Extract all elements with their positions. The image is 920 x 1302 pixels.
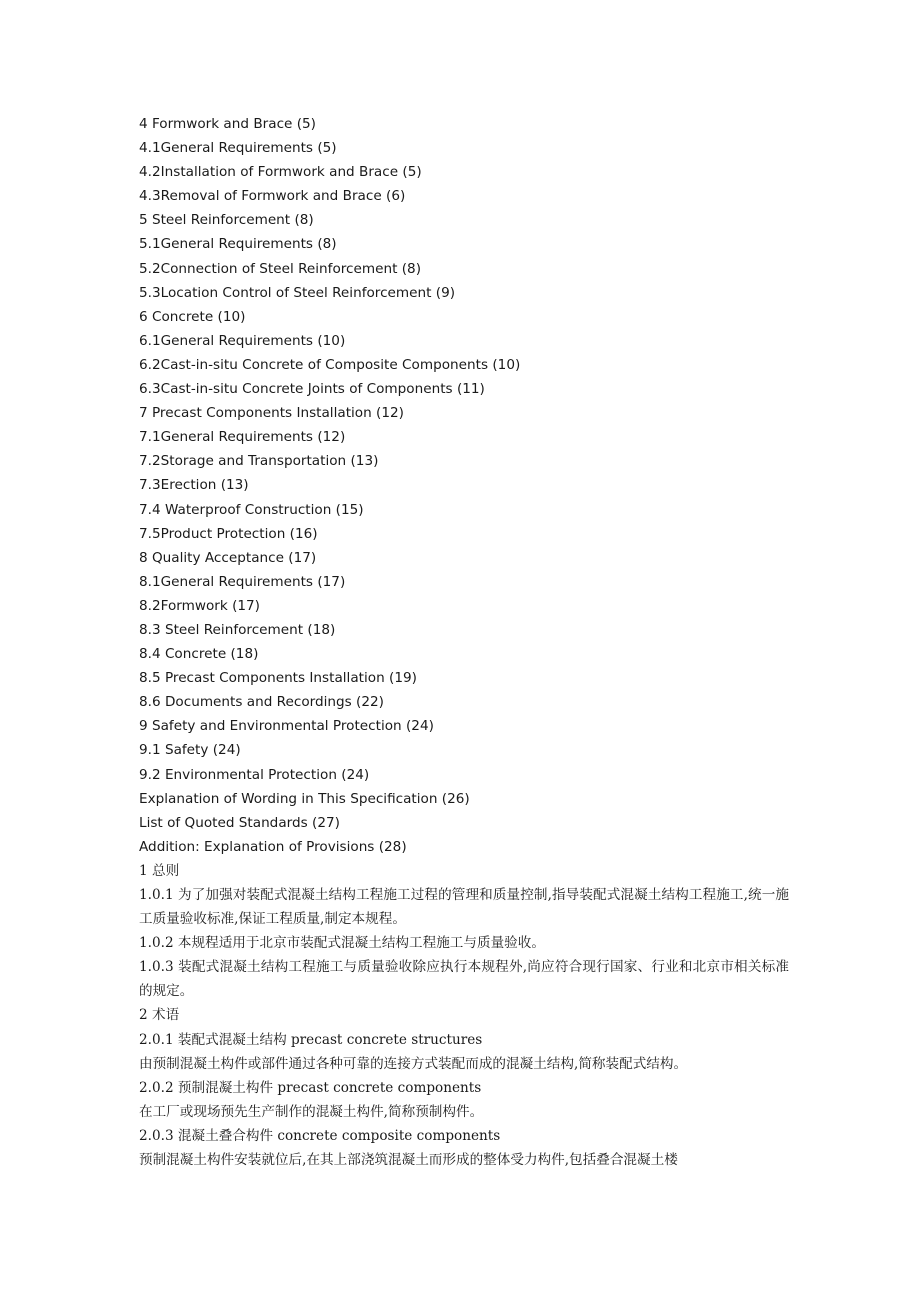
toc-item: List of Quoted Standards (27) <box>139 814 340 831</box>
clause-paragraph: 1.0.3 装配式混凝土结构工程施工与质量验收除应执行本规程外,尚应符合现行国家、行业和北京市相关标准的规定。 <box>139 959 789 1000</box>
document-page <box>139 112 789 1172</box>
clause-paragraph: 1.0.2 本规程适用于北京市装配式混凝土结构工程施工与质量验收。 <box>139 935 545 952</box>
toc-item: Explanation of Wording in This Specification (26) <box>139 790 470 807</box>
toc-item: 7.2Storage and Transportation (13) <box>139 453 379 470</box>
toc-item: 7 Precast Components Installation (12) <box>139 405 404 422</box>
toc-item: 8.1General Requirements (17) <box>139 573 346 590</box>
section-heading: 1 总则 <box>139 862 180 879</box>
section-heading: 2 术语 <box>139 1007 180 1024</box>
toc-item: 9 Safety and Environmental Protection (24) <box>139 718 434 735</box>
toc-item: 6.3Cast-in-situ Concrete Joints of Components (11) <box>139 381 485 398</box>
toc-item: 9.1 Safety (24) <box>139 742 241 759</box>
toc-item: 8.2Formwork (17) <box>139 597 260 614</box>
term-definition: 在工厂或现场预先生产制作的混凝土构件,简称预制构件。 <box>139 1103 484 1120</box>
toc-item: 4 Formwork and Brace (5) <box>139 116 316 132</box>
term-title: 2.0.3 混凝土叠合构件 concrete composite components <box>139 1127 501 1144</box>
toc-item: 8.6 Documents and Recordings (22) <box>139 694 384 711</box>
toc-item: 8.4 Concrete (18) <box>139 646 259 663</box>
toc-item: 5.2Connection of Steel Reinforcement (8) <box>139 260 422 277</box>
document-body <box>139 859 789 1172</box>
toc-item: 4.3Removal of Formwork and Brace (6) <box>139 188 406 205</box>
table-of-contents <box>139 112 789 859</box>
toc-item: 4.1General Requirements (5) <box>139 140 337 157</box>
toc-item: 7.3Erection (13) <box>139 477 249 494</box>
toc-item: 4.2Installation of Formwork and Brace (5) <box>139 164 422 181</box>
toc-item: Addition: Explanation of Provisions (28) <box>139 838 407 855</box>
toc-item: 5.3Location Control of Steel Reinforcement (9) <box>139 284 456 301</box>
toc-item: 5.1General Requirements (8) <box>139 236 337 253</box>
toc-item: 7.5Product Protection (16) <box>139 525 318 542</box>
term-title: 2.0.1 装配式混凝土结构 precast concrete structures <box>139 1031 483 1048</box>
toc-item: 8.5 Precast Components Installation (19) <box>139 670 417 687</box>
toc-item: 9.2 Environmental Protection (24) <box>139 766 370 783</box>
toc-item: 5 Steel Reinforcement (8) <box>139 212 314 229</box>
clause-paragraph: 1.0.1 为了加强对装配式混凝土结构工程施工过程的管理和质量控制,指导装配式混凝土结构工程施工,统一施工质量验收标准,保证工程质量,制定本规程。 <box>139 887 789 928</box>
toc-item: 6.2Cast-in-situ Concrete of Composite Components (10) <box>139 356 521 373</box>
toc-item: 8.3 Steel Reinforcement (18) <box>139 621 336 638</box>
term-title: 2.0.2 预制混凝土构件 precast concrete components <box>139 1079 482 1096</box>
term-definition: 预制混凝土构件安装就位后,在其上部浇筑混凝土而形成的整体受力构件,包括叠合混凝土楼 <box>139 1152 678 1169</box>
toc-item: 7.4 Waterproof Construction (15) <box>139 501 364 518</box>
toc-item: 8 Quality Acceptance (17) <box>139 549 317 566</box>
toc-item: 6 Concrete (10) <box>139 308 246 325</box>
toc-item: 7.1General Requirements (12) <box>139 429 346 446</box>
term-definition: 由预制混凝土构件或部件通过各种可靠的连接方式装配而成的混凝土结构,简称装配式结构。 <box>139 1055 688 1072</box>
toc-item: 6.1General Requirements (10) <box>139 332 346 349</box>
